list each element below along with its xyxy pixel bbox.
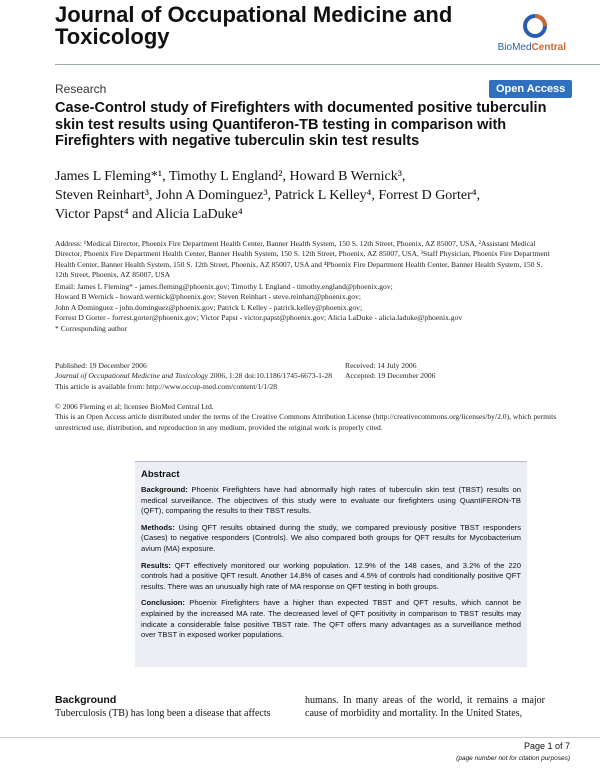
page-note: (page number not for citation purposes) — [456, 755, 570, 762]
license-text: This is an Open Access article distributed under the terms of the Creative Commons Attribution License (http://creativecommons.org/licenses/by/2.0), which permits unrestricted use, distribution, and reproduction in any medium, provided the original work is properly cited. — [55, 412, 557, 432]
corresponding-author-note: * Corresponding author — [55, 323, 128, 333]
abstract-methods-label: Methods: — [141, 522, 175, 532]
abstract-conclusion-label: Conclusion: — [141, 598, 185, 608]
abstract-results-label: Results: — [141, 560, 171, 570]
accepted-date: Accepted: 19 December 2006 — [345, 371, 436, 381]
license-block — [55, 402, 575, 433]
authors-line-2: Steven Reinhart³, John A Dominguez³, Patrick L Kelley⁴, Forrest D Gorter⁴, — [55, 188, 481, 203]
copyright: © 2006 Fleming et al; licensee BioMed Central Ltd. — [55, 402, 214, 411]
abstract-conclusion-text: Phoenix Firefighters have a higher than expected TBST and QFT results, which cannot be explained by the increased MA rate. The decreased level of QFT positivity in comparison to TBST results may indicate a considerable false positive TBST rate. The QFT offers many advantages as a surveillance method over TBST in exposed worker populations. — [141, 598, 521, 640]
abstract-methods — [141, 523, 521, 555]
article-title: Case-Control study of Firefighters with documented positive tuberculin skin test results using Quantiferon-TB testing in comparison with Firefighters with negative tuberculin skin test results — [55, 100, 547, 149]
footer-divider — [0, 737, 600, 738]
abstract-background — [141, 485, 521, 517]
abstract-heading: Abstract — [141, 469, 180, 480]
citation — [55, 371, 335, 381]
author-list — [55, 167, 565, 224]
body-column-1: Tuberculosis (TB) has long been a disease that affects — [55, 708, 271, 719]
authors-line-1: James L Fleming*¹, Timothy L England², Howard B Wernick³, — [55, 169, 406, 184]
article-url[interactable]: This article is available from: http://www.occup-med.com/content/1/1/28 — [55, 381, 277, 391]
authors-line-3: Victor Papst⁴ and Alicia LaDuke⁴ — [55, 207, 243, 222]
journal-title: Journal of Occupational Medicine and Toxicology — [55, 2, 453, 49]
received-accepted — [345, 361, 565, 382]
background-heading: Background — [55, 694, 117, 706]
abstract-results — [141, 561, 521, 593]
publisher-logo-text — [466, 42, 566, 53]
abstract-methods-text: Using QFT results obtained during the study, we compared previously positive TBST responders (Cases) to negative responders (Controls). We also compared both groups for QFT results for Mycobacterium avium (MA) exposure. — [141, 522, 521, 553]
affiliations: Address: ¹Medical Director, Phoenix Fire Department Health Center, Banner Health System, 150 S. 12th Street, Phoenix, AZ 85007, USA, ²Assistant Medical Director, Phoenix Fire Department Health Center, Banner Health System, 150 S. 12th Street, Phoenix, AZ 85007, USA, ³Staff Physician, Phoenix Fire Department Health Center, Banner Health System, 150 S. 12th Street, Phoenix, AZ 85007, USA and ⁴Phoenix Fire Department Health Center, Banner Health System, 150 S. 12th Street, Phoenix, AZ 85007, USA — [55, 239, 550, 280]
publication-info — [55, 361, 335, 392]
abstract-background-label: Background: — [141, 485, 188, 494]
abstract-conclusion — [141, 598, 521, 640]
header-divider — [55, 64, 600, 65]
body-column-2: humans. In many areas of the world, it remains a major cause of morbidity and mortality. In the United States, — [305, 695, 545, 719]
email-line[interactable]: Forrest D Gorter - forrest.gorter@phoenix.gov; Victor Papst - victor.papst@phoenix.gov; Alicia LaDuke - alicia.laduke@phoenix.gov — [55, 313, 463, 323]
abstract-background-text: Phoenix Firefighters have had abnormally high rates of tuberculin skin test (TBST) results on medical surveillance. The objectives of this study were to evaluate our firefighters using QuantiFERON-TB (QFT), comparing the results to their TBST results. — [141, 485, 521, 516]
publisher-logo-central: Central — [531, 42, 566, 53]
received-date: Received: 14 July 2006 — [345, 361, 417, 370]
open-access-badge: Open Access — [489, 80, 572, 98]
publisher-logo-bio: BioMed — [497, 42, 532, 53]
citation-details: 2006, 1:28 doi:10.1186/1745-6673-1-28 — [208, 371, 333, 381]
citation-journal: Journal of Occupational Medicine and Toxicology — [55, 371, 209, 381]
page-number: Page 1 of 7 — [523, 741, 570, 751]
published-date: Published: 19 December 2006 — [55, 361, 147, 370]
email-line[interactable]: Email: James L Fleming* - james.fleming@phoenix.gov; Timothy L England - timothy.england@phoenix.gov; — [55, 282, 393, 291]
email-line[interactable]: John A Dominguez - john.dominguez@phoenix.gov; Patrick L Kelley - patrick.kelley@phoenix.gov; — [55, 302, 363, 312]
email-line[interactable]: Howard B Wernick - howard.wernick@phoenix.gov; Steven Reinhart - steve.reinhart@phoenix.gov; — [55, 292, 361, 302]
abstract-results-text: QFT effectively monitored our working population. 12.9% of the 148 cases, and 3.2% of the 220 controls had a positive QFT result. Another 14.8% of cases and 4.5% of controls had conditionally positive QFT results. There was an unusually high rate of MA response on QFT testing in both groups. — [141, 560, 521, 591]
section-label: Research — [55, 82, 107, 96]
abstract-box — [135, 461, 527, 667]
author-emails — [55, 282, 550, 334]
